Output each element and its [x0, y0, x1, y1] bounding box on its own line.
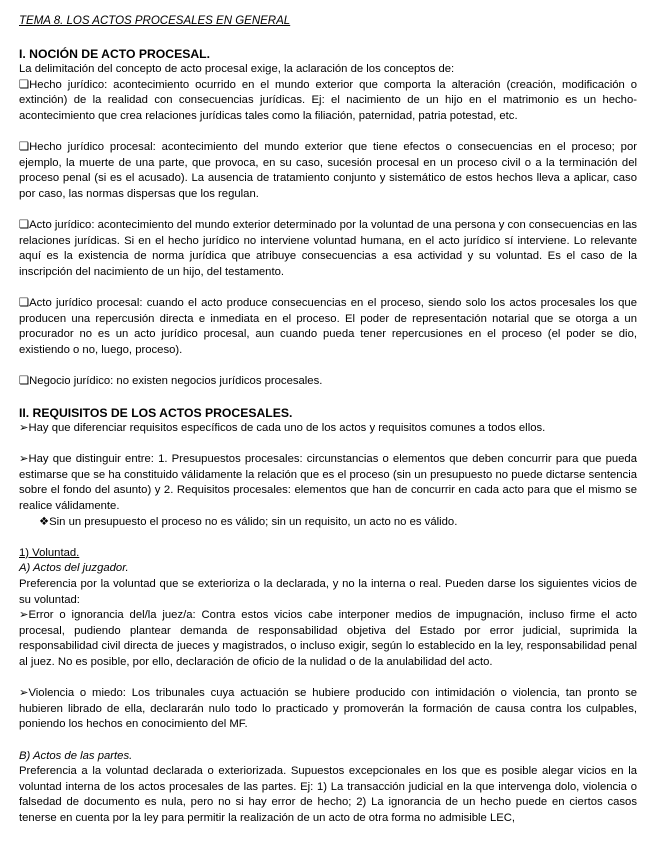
subheading-actos-partes: B) Actos de las partes.: [19, 749, 133, 762]
paragraph-nota: ❖Sin un presupuesto el proceso no es válido; sin un requisito, un acto no es válido.: [39, 515, 458, 528]
subheading-actos-juzgador: A) Actos del juzgador.: [19, 562, 129, 575]
paragraph-hecho-juridico: ❏Hecho jurídico: acontecimiento ocurrido en el mundo exterior que comporta la alteración (creación, modificación o extinción) de la realidad con consecuencias jurídicas. Ej: el nacimiento de un hijo en el matrimonio es un hecho-acontecimiento que crea relaciones jurídicas tales como la filiación, paternidad, patria potestad, etc.: [19, 78, 637, 122]
paragraph-error-ignorancia: ➢Error o ignorancia del/la juez/a: Contra estos vicios cabe interponer medios de impugnación, incluso firme el acto procesal, pudiendo plantear demanda de responsabilidad objetiva del Estado por error judicial, suprimida la responsabilidad civil directa de jueces y magistrados, o incluso exigir, según lo establecido en la ley, responsabilidad penal al juez. No es posible, por ello, declaración de oficio de la nulidad o de la anulabilidad del acto.: [19, 609, 637, 668]
section-heading-1: I. NOCIÓN DE ACTO PROCESAL.: [19, 47, 210, 61]
document-body: [19, 46, 637, 827]
paragraph-hecho-juridico-procesal: ❏Hecho jurídico procesal: acontecimiento del mundo exterior que tiene efectos o consecuencias en el proceso; por ejemplo, la muerte de una parte, que provoca, en su caso, sucesión procesal en un proceso civil o a la terminación del proceso penal (si es el acusado). La ausencia de tratamiento conjunto y sistemático de estos hechos lleva a aplicar, caso por caso, las normas dispersas que los regulan.: [19, 140, 637, 200]
paragraph-preferencia-partes: Preferencia a la voluntad declarada o exteriorizada. Supuestos excepcionales en los que es posible alegar vicios en la voluntad interna de los actos procesales de las partes. Ej: 1) La transacción judicial en la que intervenga dolo, violencia o falsedad de documento es nula, pero no si hay error de hecho; 2) La ignorancia de un hecho puede en ciertos casos tenerse en cuenta por la ley para permitir la realización de un acto de otra forma no admisible LEC,: [19, 765, 637, 824]
paragraph-preferencia-juzgador: Preferencia por la voluntad que se exterioriza o la declarada, y no la interna o real. Pueden darse los siguientes vicios de su voluntad:: [19, 578, 637, 606]
paragraph-diferenciar: ➢Hay que diferenciar requisitos específicos de cada uno de los actos y requisitos comunes a todos ellos.: [19, 422, 546, 435]
paragraph-violencia-miedo: ➢Violencia o miedo: Los tribunales cuya actuación se hubiere producido con intimidación o violencia, tan pronto se hubieren librado de ella, declararán nulo todo lo practicado y promoverán la formación de causa contra los culpables, poniendo los hechos en conocimiento del MF.: [19, 687, 637, 731]
section-heading-2: II. REQUISITOS DE LOS ACTOS PROCESALES.: [19, 406, 293, 421]
paragraph-acto-juridico: ❏Acto jurídico: acontecimiento del mundo exterior determinado por la voluntad de una persona y con consecuencias en las relaciones jurídicas. Si en el hecho jurídico no interviene voluntad humana, en el acto jurídico sí interviene. Lo relevante aquí es la existencia de norma jurídica que atribuye consecuencias a esa actividad y su voluntad. Es el caso de la inscripción del nacimiento de un hijo, del testamento.: [19, 218, 637, 278]
paragraph-acto-juridico-procesal: ❏Acto jurídico procesal: cuando el acto produce consecuencias en el proceso, siendo solo los actos procesales los que producen una repercusión directa e inmediata en el proceso. El poder de representación notarial que se otorga a un procurador no es un acto jurídico procesal, aun cuando pueda tener repercusiones en el proceso (el poder se dio, existiendo o no, luego, proceso).: [19, 296, 637, 356]
paragraph-distinguir: ➢Hay que distinguir entre: 1. Presupuestos procesales: circunstancias o elementos que deben concurrir para que pueda estimarse que se ha constituido válidamente la relación que es el proceso (sin un presupuesto no puede dictarse sentencia sobre el fondo del asunto) y 2. Requisitos procesales: elementos que han de concurrir en cada acto para que el mismo se realice válidamente.: [19, 453, 637, 513]
subheading-voluntad: 1) Voluntad.: [19, 546, 80, 559]
paragraph-intro: La delimitación del concepto de acto procesal exige, la aclaración de los conceptos de:: [19, 63, 455, 75]
page-title: TEMA 8. LOS ACTOS PROCESALES EN GENERAL: [19, 15, 291, 27]
paragraph-negocio-juridico: ❏Negocio jurídico: no existen negocios jurídicos procesales.: [19, 374, 323, 387]
